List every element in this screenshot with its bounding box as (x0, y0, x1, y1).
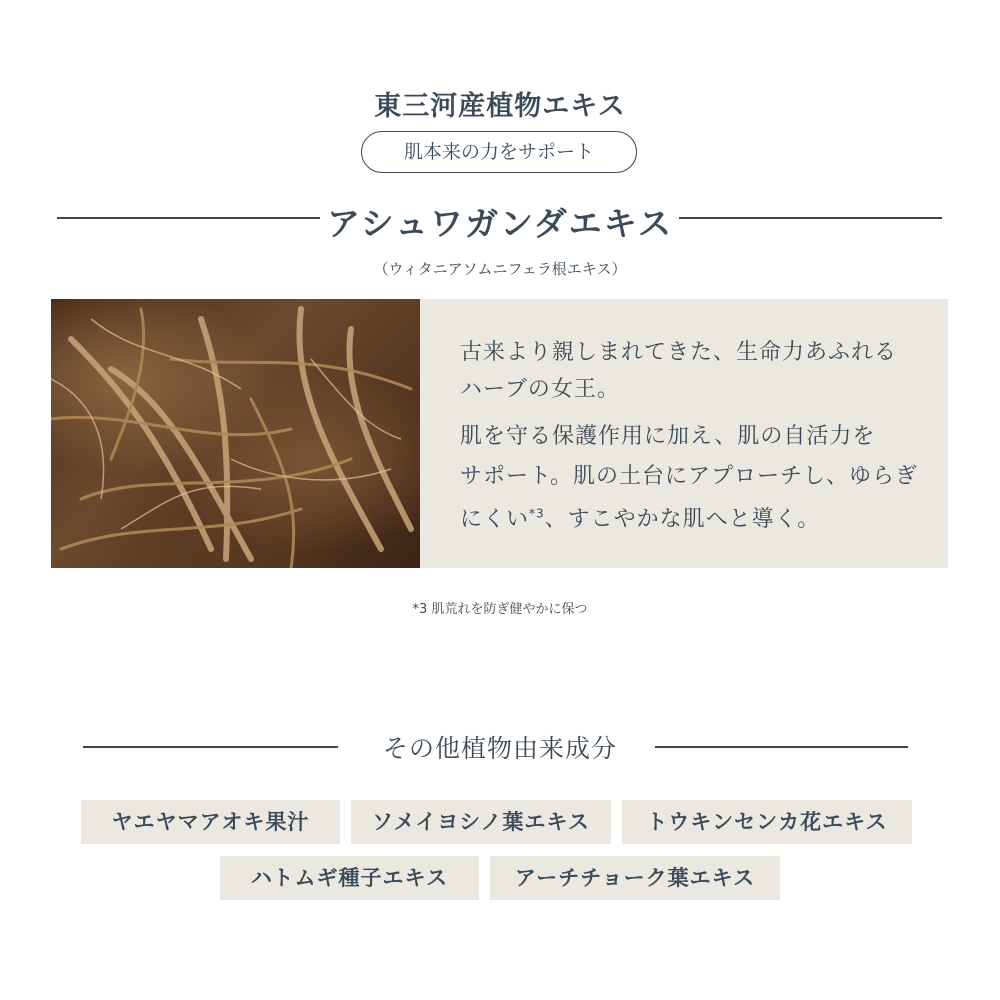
support-pill: 肌本来の力をサポート (361, 131, 637, 173)
footnote: *3 肌荒れを防ぎ健やかに保つ (412, 602, 588, 617)
description-line-last (460, 502, 820, 533)
ashwagandha-root-image (51, 299, 420, 568)
description-line: 肌を守る保護作用に加え、肌の自活力を (460, 424, 876, 449)
ingredient-tag: トウキンセンカ花エキス (622, 800, 912, 844)
heading-divider-right (679, 217, 942, 219)
description-text: にくい (460, 507, 530, 532)
root-illustration (51, 299, 420, 568)
description-line: サポート。肌の土台にアプローチし、ゆらぎ (460, 464, 919, 489)
ingredient-tag: アーチチョーク葉エキス (490, 856, 780, 900)
ingredient-description-panel (420, 299, 948, 568)
section-title: 東三河産植物エキス (374, 91, 626, 122)
description-line: 古来より親しまれてきた、生命力あふれる (460, 340, 898, 365)
ingredient-tag: ヤエヤマアオキ果汁 (81, 800, 340, 844)
ingredient-tag: ソメイヨシノ葉エキス (351, 800, 611, 844)
description-line: ハーブの女王。 (460, 377, 620, 402)
ingredient-inci-name: （ウィタニアソムニフェラ根エキス） (373, 260, 627, 278)
ingredient-tag: ハトムギ種子エキス (220, 856, 479, 900)
ingredient-heading: アシュワガンダエキス (326, 204, 674, 243)
footnote-reference: *3 (529, 506, 545, 521)
other-divider-right (655, 746, 908, 748)
other-ingredients-title: その他植物由来成分 (382, 734, 617, 763)
description-text: 、すこやかな肌へと導く。 (544, 507, 821, 532)
